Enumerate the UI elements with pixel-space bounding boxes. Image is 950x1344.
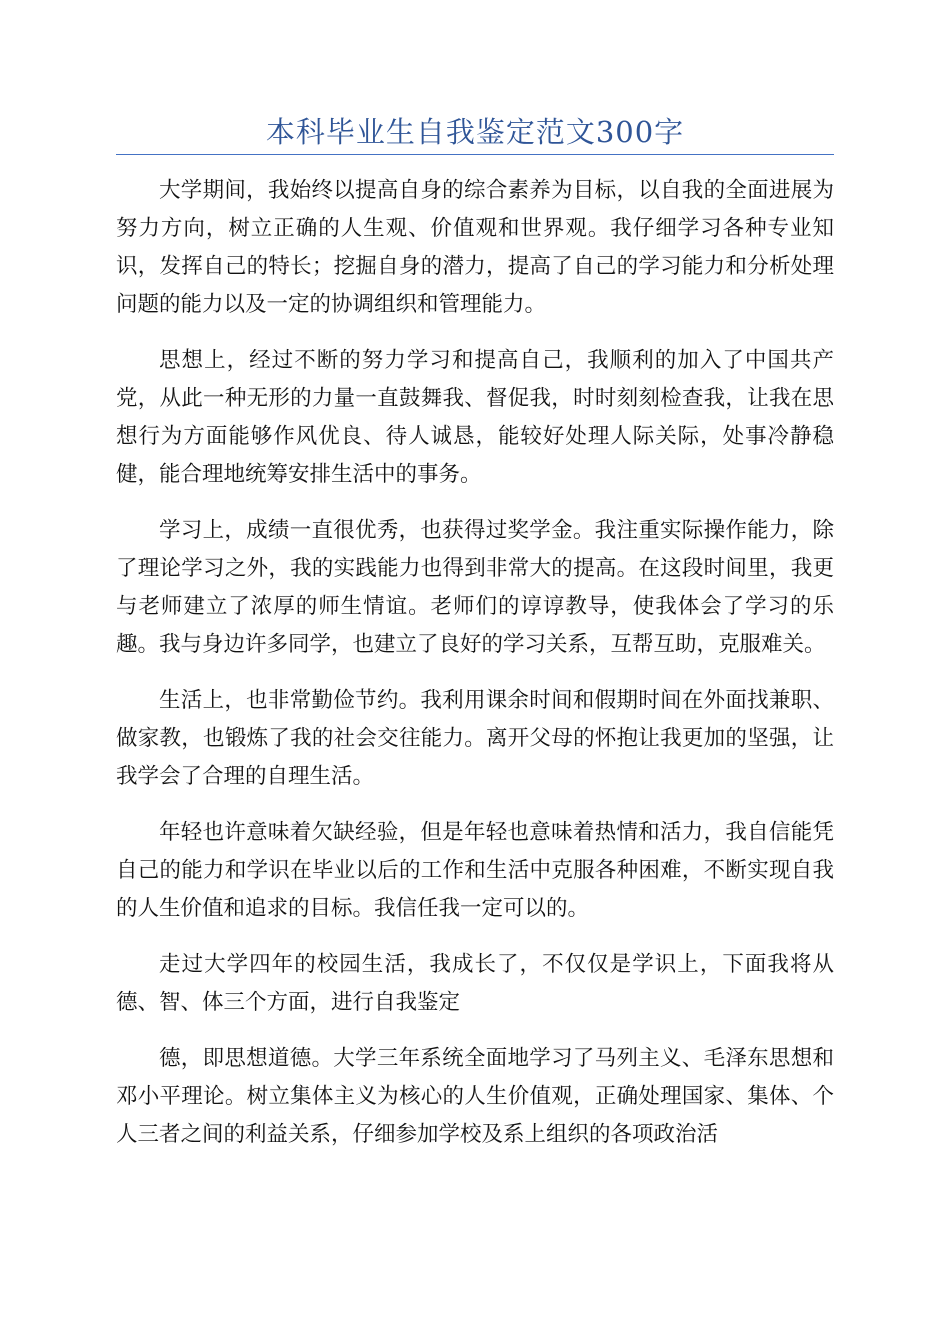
document-title: 本科毕业生自我鉴定范文300字 <box>265 115 685 149</box>
paragraph-youth: 年轻也许意味着欠缺经验，但是年轻也意味着热情和活力，我自信能凭自己的能力和学识在毕业以后的工作和生活中克服各种困难，不断实现自我的人生价值和追求的目标。我信任我一定可以的。 <box>116 820 834 921</box>
document-body <box>116 172 834 1172</box>
paragraph-ideology: 思想上，经过不断的努力学习和提高自己，我顺利的加入了中国共产党，从此一种无形的力量一直鼓舞我、督促我，时时刻刻检查我，让我在思想行为方面能够作风优良、待人诚恳，能较好处理人际关际，处事冷静稳健，能合理地统筹安排生活中的事务。 <box>116 348 834 487</box>
paragraph-life: 生活上，也非常勤俭节约。我利用课余时间和假期时间在外面找兼职、做家教，也锻炼了我的社会交往能力。离开父母的怀抱让我更加的坚强，让我学会了合理的自理生活。 <box>116 688 834 789</box>
paragraph-morality: 德，即思想道德。大学三年系统全面地学习了马列主义、毛泽东思想和邓小平理论。树立集体主义为核心的人生价值观，正确处理国家、集体、个人三者之间的利益关系，仔细参加学校及系上组织的各项政治活 <box>116 1046 834 1147</box>
title-underline <box>116 154 834 155</box>
paragraph-intro: 大学期间，我始终以提高自身的综合素养为目标，以自我的全面进展为努力方向，树立正确的人生观、价值观和世界观。我仔细学习各种专业知识，发挥自己的特长；挖掘自身的潜力，提高了自己的学习能力和分析处理问题的能力以及一定的协调组织和管理能力。 <box>116 178 834 317</box>
paragraph-study: 学习上，成绩一直很优秀，也获得过奖学金。我注重实际操作能力，除了理论学习之外，我的实践能力也得到非常大的提高。在这段时间里，我更与老师建立了浓厚的师生情谊。老师们的谆谆教导，使我体会了学习的乐趣。我与身边许多同学，也建立了良好的学习关系，互帮互助，克服难关。 <box>116 518 834 657</box>
paragraph-summary: 走过大学四年的校园生活，我成长了，不仅仅是学识上，下面我将从德、智、体三个方面，进行自我鉴定 <box>116 952 834 1015</box>
